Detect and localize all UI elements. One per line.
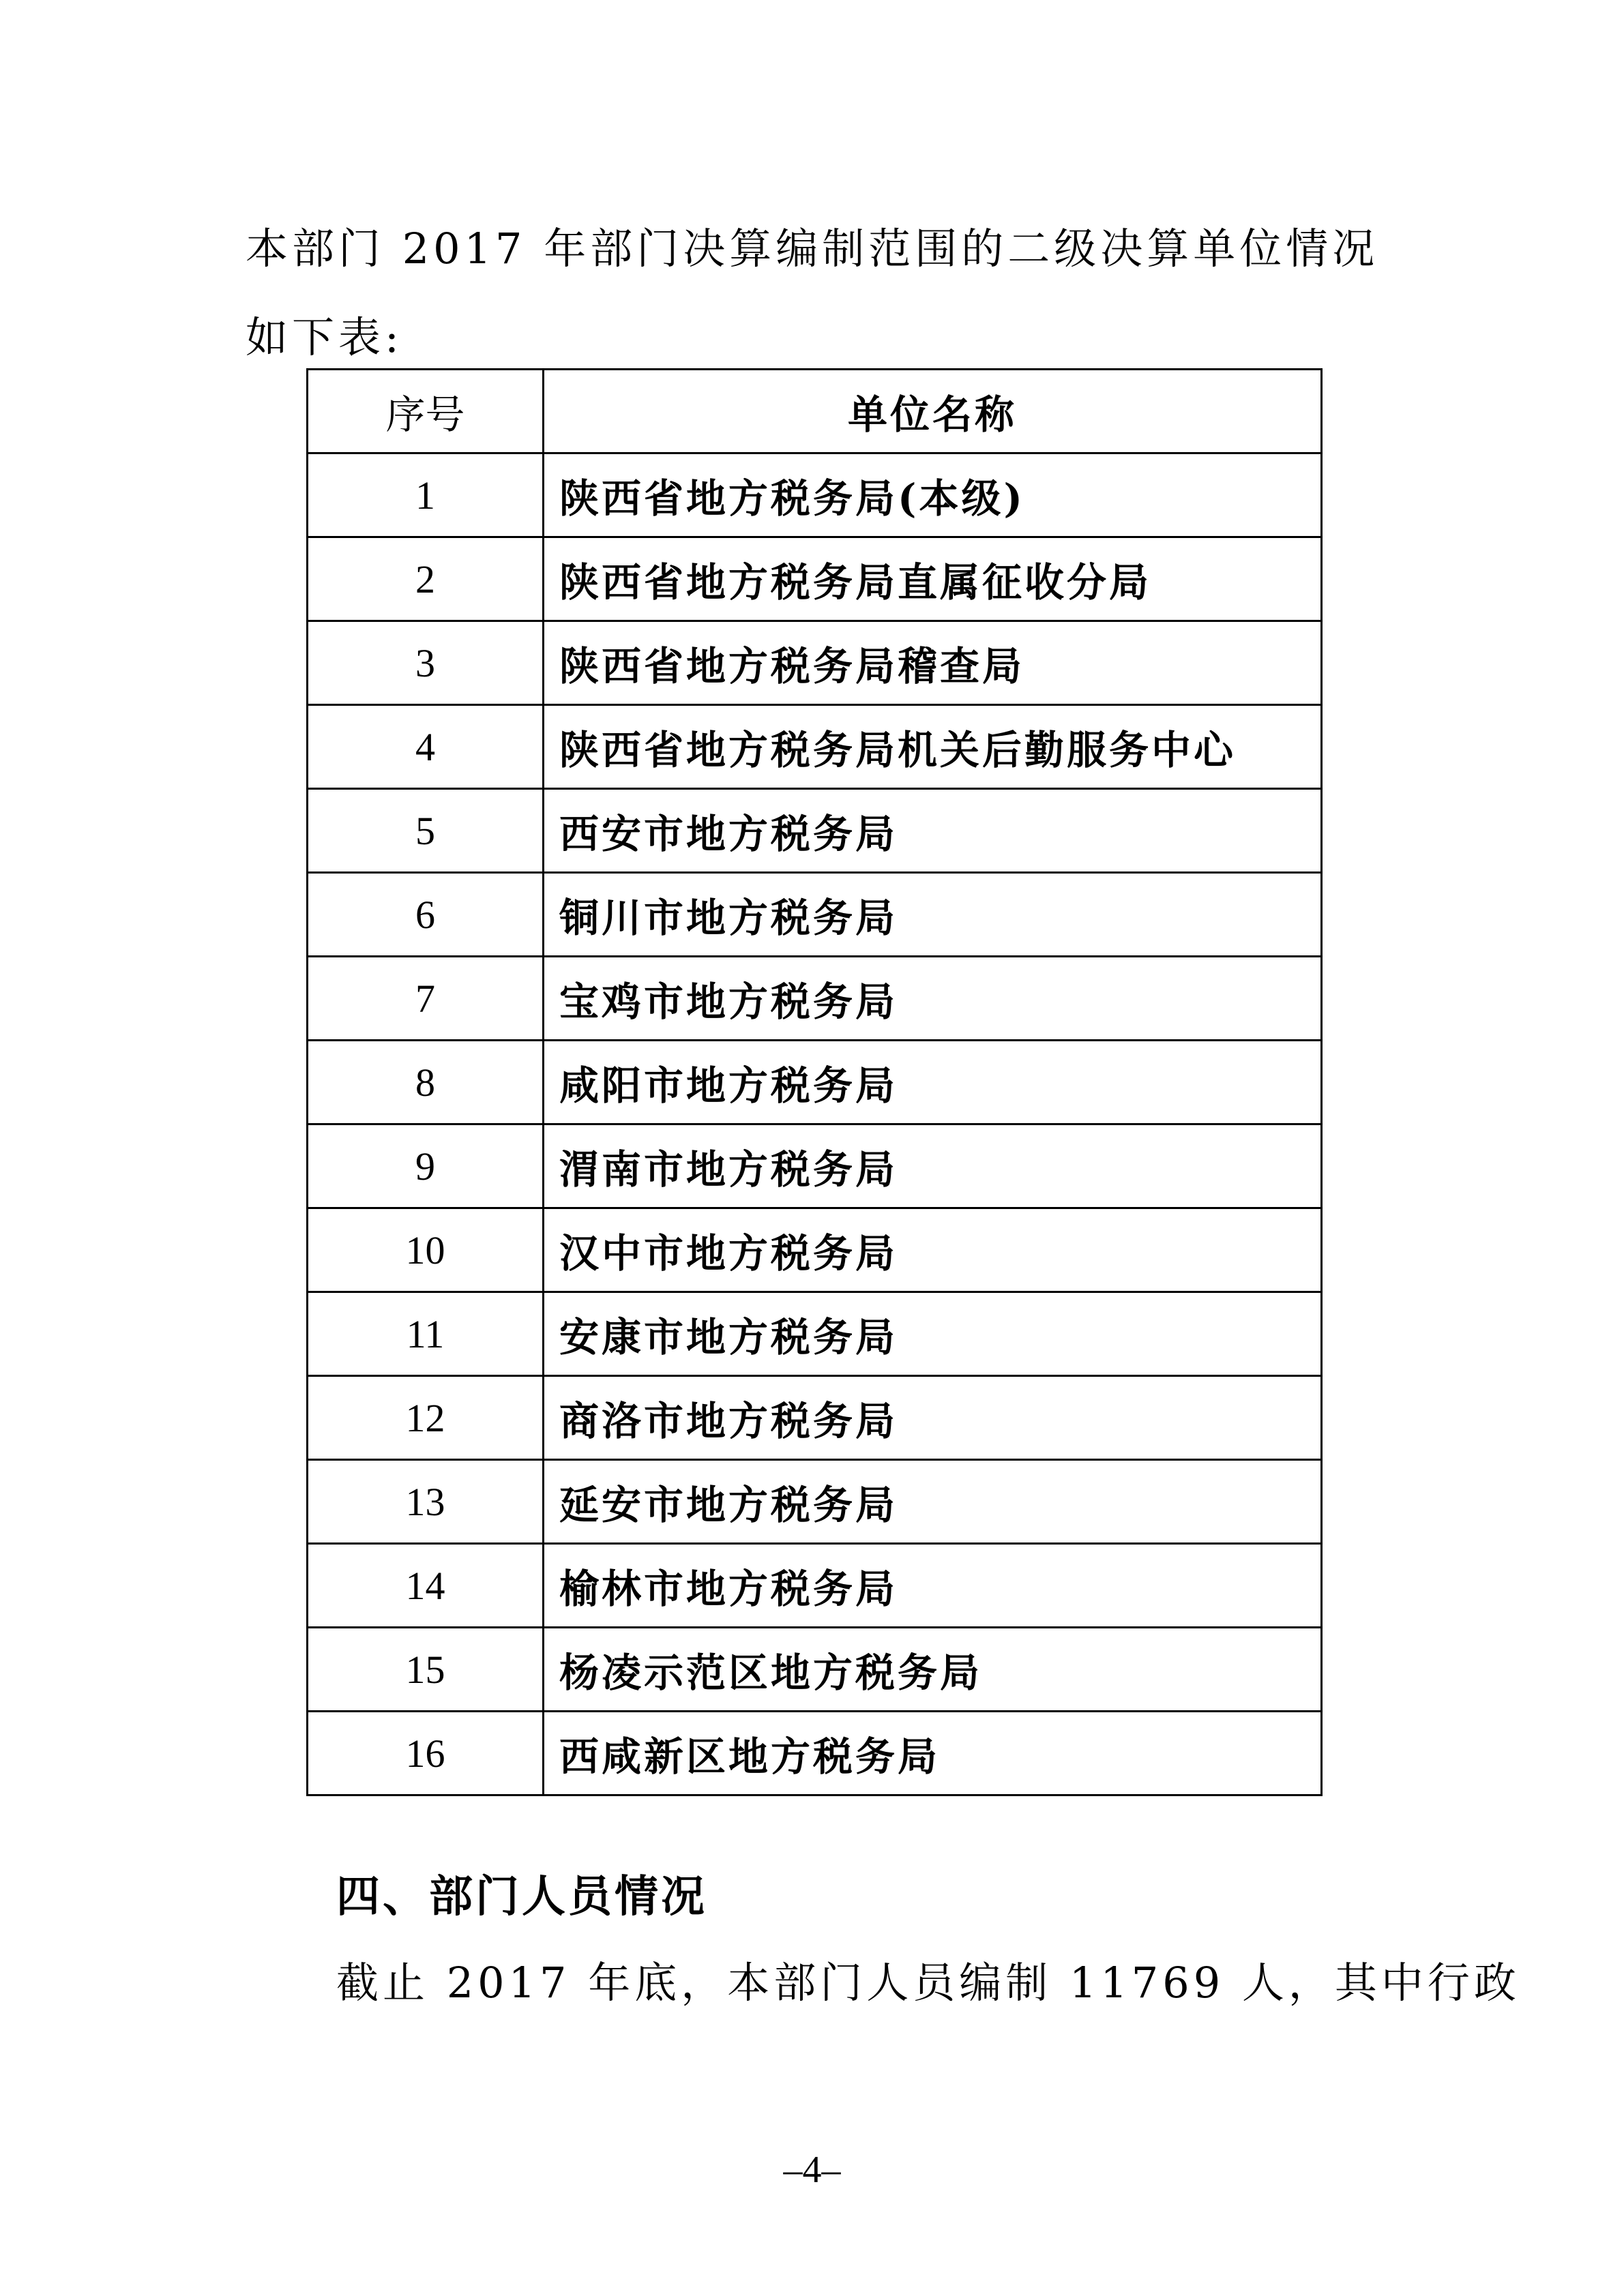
row-serial-number: 1	[308, 453, 544, 537]
row-unit-name: 陕西省地方税务局(本级)	[544, 453, 1322, 537]
row-serial-number: 10	[308, 1208, 544, 1292]
row-unit-name: 陕西省地方税务局稽查局	[544, 621, 1322, 705]
row-unit-name: 榆林市地方税务局	[544, 1544, 1322, 1628]
row-serial-number: 16	[308, 1712, 544, 1795]
table-row	[308, 957, 1322, 1041]
intro-paragraph: 本部门 2017 年部门决算编制范围的二级决算单位情况如下表:	[246, 224, 1379, 362]
row-serial-number: 12	[308, 1376, 544, 1460]
row-unit-name: 陕西省地方税务局机关后勤服务中心	[544, 705, 1322, 789]
row-unit-name: 西安市地方税务局	[544, 789, 1322, 873]
row-unit-name: 汉中市地方税务局	[544, 1208, 1322, 1292]
row-unit-name: 咸阳市地方税务局	[544, 1041, 1322, 1124]
table-row	[308, 789, 1322, 873]
row-serial-number: 15	[308, 1628, 544, 1712]
table-row	[308, 1712, 1322, 1795]
header-unit-name: 单位名称	[544, 370, 1322, 453]
table-row	[308, 1376, 1322, 1460]
row-serial-number: 8	[308, 1041, 544, 1124]
table-row	[308, 621, 1322, 705]
section-heading: 四、部门人员情况	[336, 1872, 707, 1922]
page-number: –4–	[783, 2149, 841, 2191]
row-unit-name: 渭南市地方税务局	[544, 1124, 1322, 1208]
header-serial-number: 序号	[308, 370, 544, 453]
row-unit-name: 安康市地方税务局	[544, 1292, 1322, 1376]
table-row	[308, 1460, 1322, 1544]
table-row	[308, 1041, 1322, 1124]
table-row	[308, 705, 1322, 789]
table-row	[308, 1628, 1322, 1712]
units-table	[306, 368, 1323, 1796]
row-serial-number: 5	[308, 789, 544, 873]
table-row	[308, 873, 1322, 957]
units-table-body	[308, 453, 1322, 1795]
row-serial-number: 6	[308, 873, 544, 957]
row-unit-name: 铜川市地方税务局	[544, 873, 1322, 957]
row-unit-name: 西咸新区地方税务局	[544, 1712, 1322, 1795]
table-row	[308, 1292, 1322, 1376]
row-unit-name: 杨凌示范区地方税务局	[544, 1628, 1322, 1712]
table-header-row	[308, 370, 1322, 453]
table-row	[308, 453, 1322, 537]
row-serial-number: 9	[308, 1124, 544, 1208]
row-unit-name: 商洛市地方税务局	[544, 1376, 1322, 1460]
row-unit-name: 陕西省地方税务局直属征收分局	[544, 537, 1322, 621]
table-row	[308, 1544, 1322, 1628]
table-row	[308, 537, 1322, 621]
row-unit-name: 宝鸡市地方税务局	[544, 957, 1322, 1041]
row-serial-number: 14	[308, 1544, 544, 1628]
row-serial-number: 2	[308, 537, 544, 621]
table-row	[308, 1124, 1322, 1208]
row-serial-number: 11	[308, 1292, 544, 1376]
row-serial-number: 3	[308, 621, 544, 705]
row-serial-number: 7	[308, 957, 544, 1041]
row-unit-name: 延安市地方税务局	[544, 1460, 1322, 1544]
table-row	[308, 1208, 1322, 1292]
row-serial-number: 13	[308, 1460, 544, 1544]
row-serial-number: 4	[308, 705, 544, 789]
staffing-paragraph: 截止 2017 年底，本部门人员编制 11769 人，其中行政	[336, 1958, 1520, 2008]
